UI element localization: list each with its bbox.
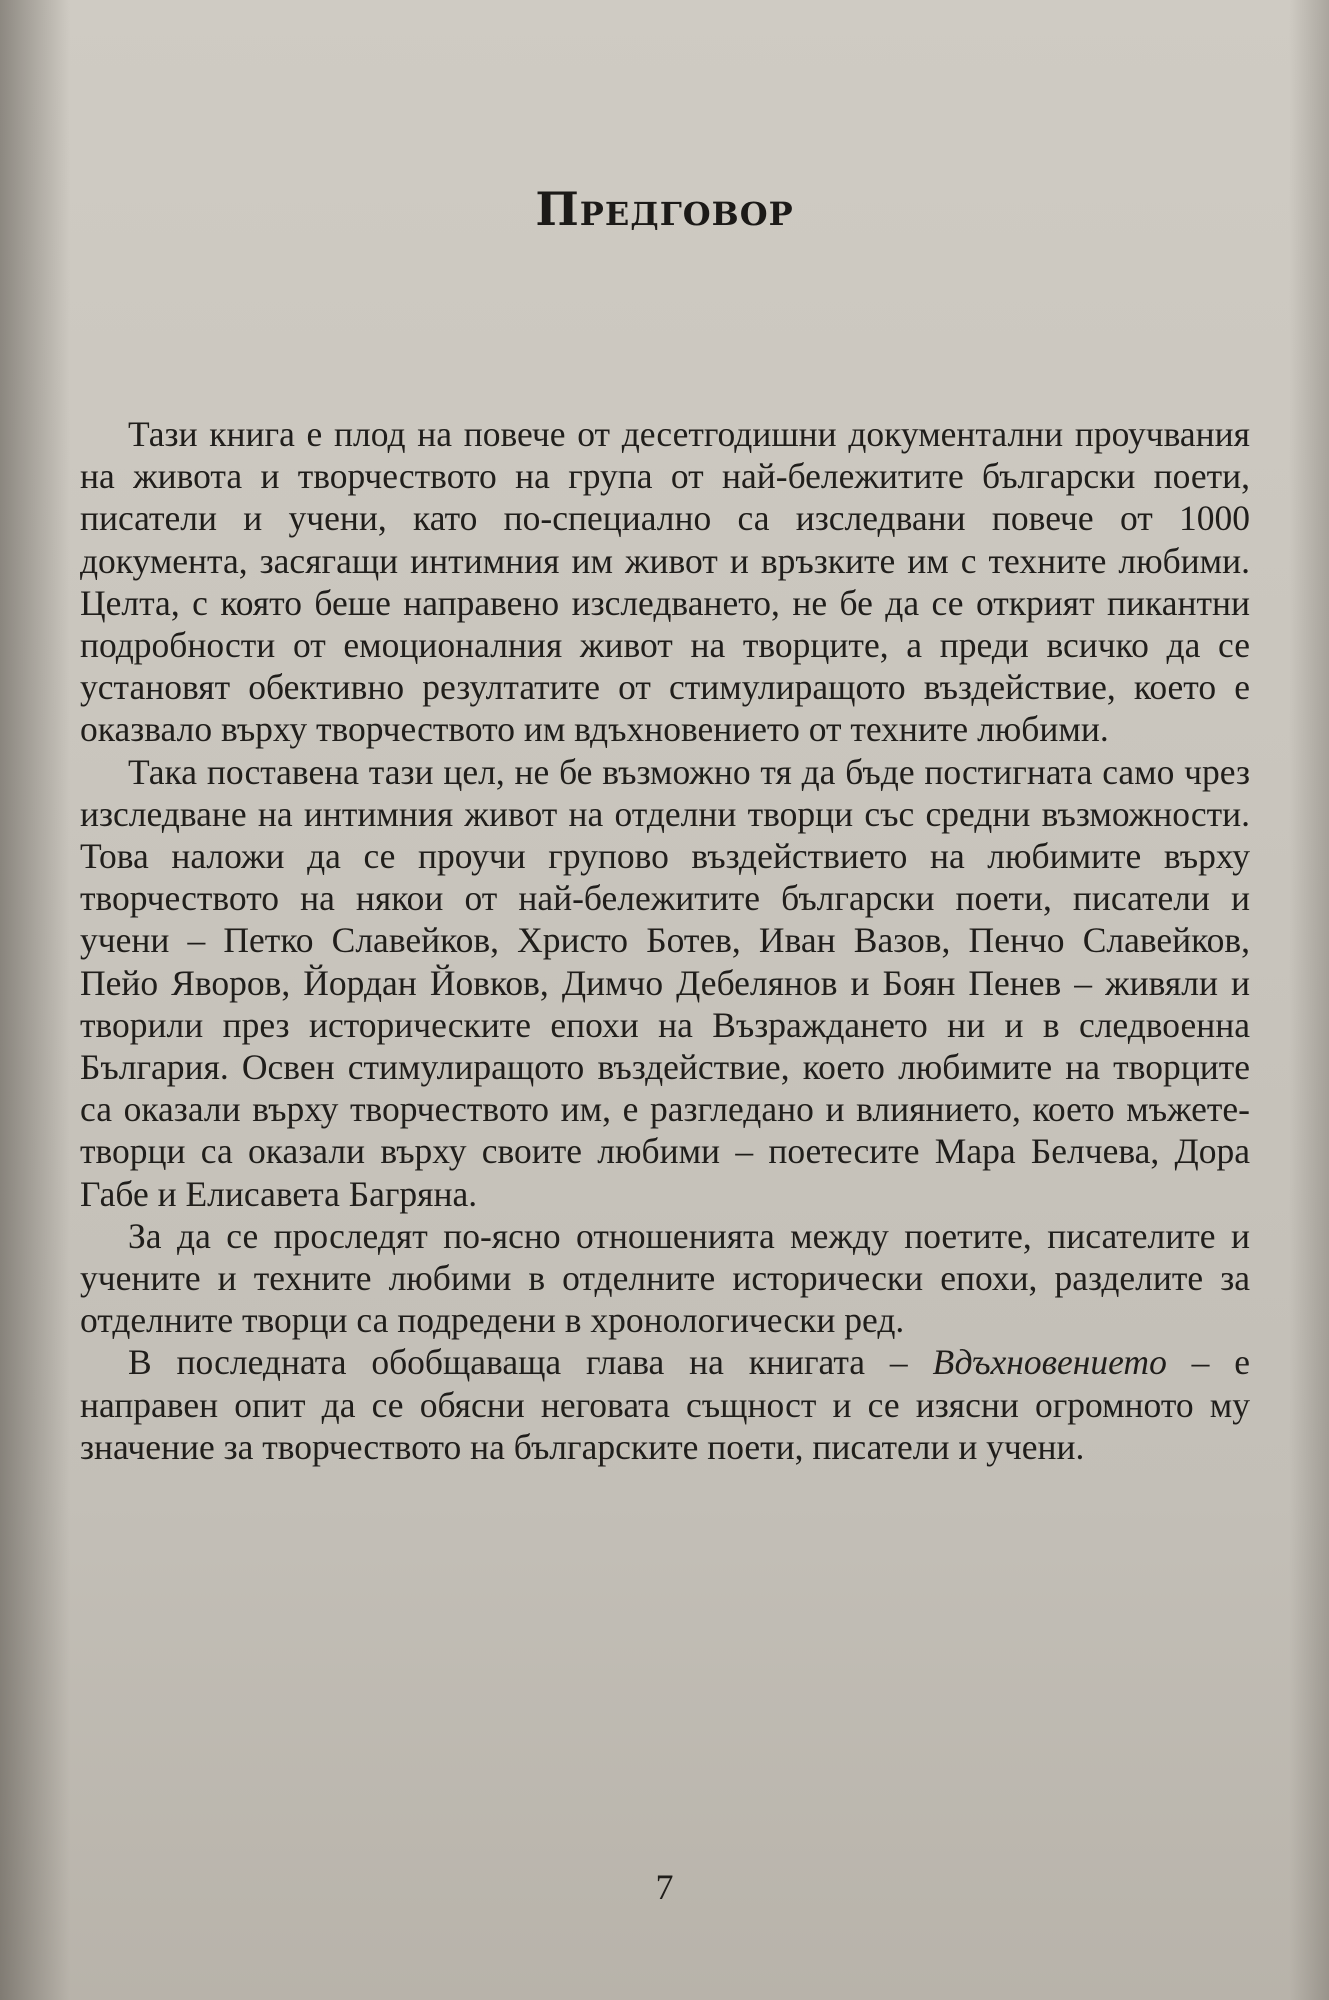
body-text: [80, 413, 1250, 1468]
page-title: [0, 182, 1329, 236]
paragraph-1: Тази книга е плод на повече от десетгодишни документални проучвания на живота и творчеството на група от най-бележитите български поети, писатели и учени, като по-специално са изследвани повече от 1000 документа, засягащи интимния им живот и връзките им с техните любими. Целта, с която беше направено изследването, не бе да се открият пикантни подробности от емоционалния живот на творците, а преди всичко да се установят обективно резултатите от стимулиращото въздействие, което е оказвало върху творчеството им вдъхновението от техните любими.: [80, 414, 1250, 750]
paragraph-4: [80, 1341, 1250, 1468]
paragraph-4-start: В последната обобщаваща глава на книгата –: [128, 1342, 933, 1383]
paragraph-4-end: – е направен опит да се обясни неговата същност и се изясни огромното му значение за творчеството на българските поети, писатели и учени.: [80, 1342, 1250, 1467]
page-number: 7: [655, 1867, 674, 1907]
title-text: Предговор: [535, 182, 794, 236]
paragraph-2: Така поставена тази цел, не бе възможно тя да бъде постигната само чрез изследване на интимния живот на отделни творци със средни възможности. Това наложи да се проучи групово въздействието на любимите върху творчеството на някои от най-бележитите български поети, писатели и учени – Петко Славейков, Христо Ботев, Иван Вазов, Пенчо Славейков, Пейо Яворов, Йордан Йовков, Димчо Дебелянов и Боян Пенев – живяли и творили през историческите епохи на Възраждането ни и в следвоенна България. Освен стимулиращото въздействие, което любимите на творците са оказали върху творчеството им, е разгледано и влиянието, което мъжете-творци са оказали върху своите любими – поетесите Мара Белчева, Дора Габе и Елисавета Багряна.: [80, 751, 1250, 1214]
book-chapter-title: Вдъхновението: [932, 1342, 1167, 1383]
paragraph-3: За да се проследят по-ясно отношенията между поетите, писателите и учените и техните любими в отделните исторически епохи, разделите за отделните творци са подредени в хронологически ред.: [80, 1215, 1250, 1341]
